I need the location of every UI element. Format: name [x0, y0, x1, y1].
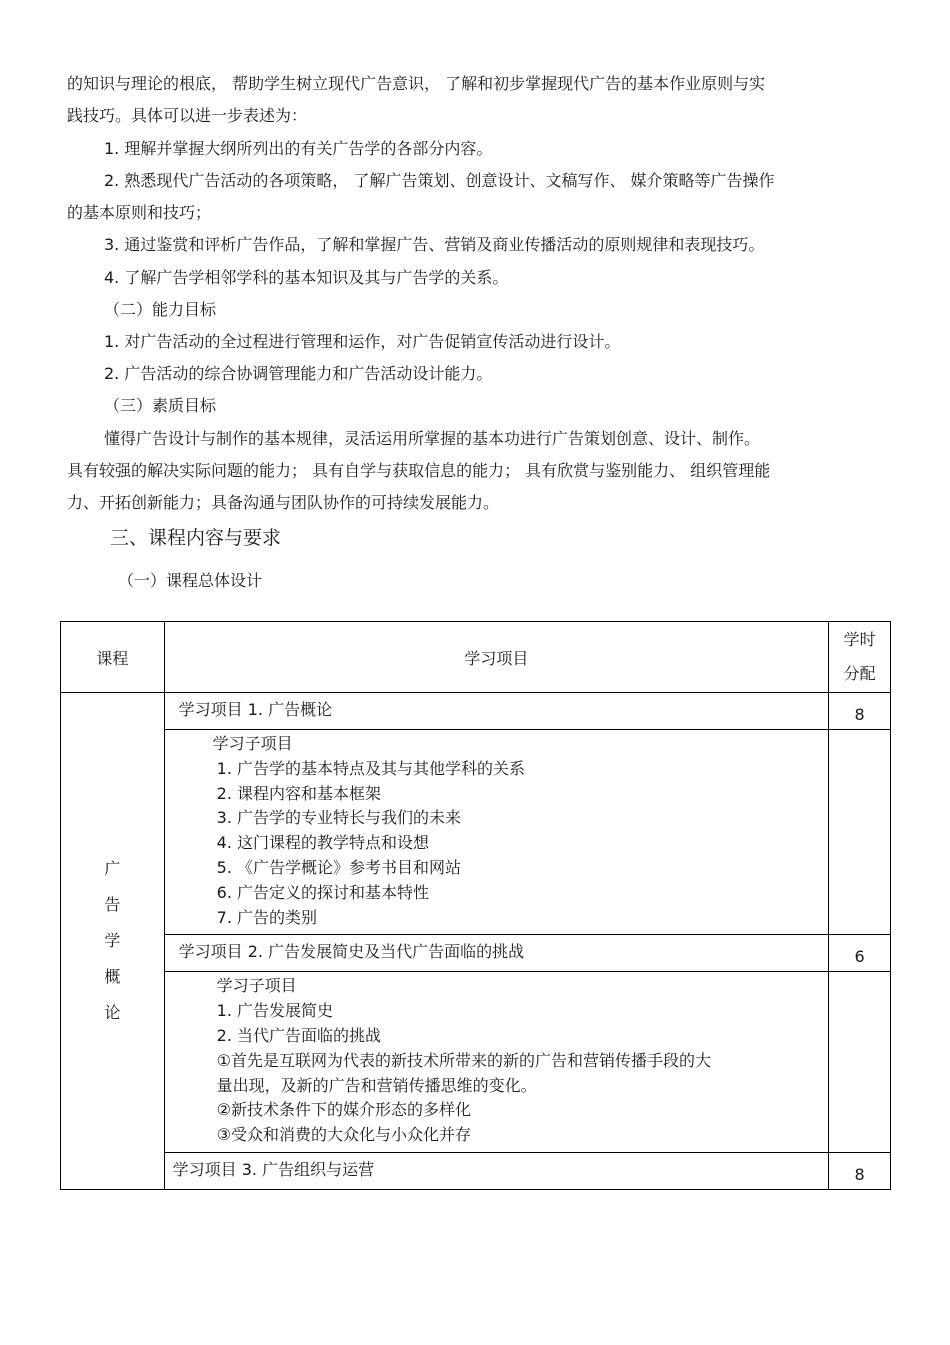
item-hours-3: 8: [829, 1152, 891, 1189]
course-name-char: 学: [104, 930, 121, 950]
list-item: 学习子项目: [212, 734, 293, 753]
table-row: [61, 935, 891, 972]
intro-line-13: 具有较强的解决实际问题的能力； 具有自学与获取信息的能力； 具有欣赏与鉴别能力、 组织管理能: [67, 461, 771, 480]
header-project: 学习项目: [164, 622, 829, 693]
ability-goal-heading: （二）能力目标: [104, 300, 217, 319]
table-row: [61, 730, 891, 935]
intro-line-2: 践技巧。具体可以进一步表述为：: [67, 106, 308, 125]
item-hours-1: 8: [829, 693, 891, 730]
section-heading: 三、课程内容与要求: [110, 527, 282, 549]
table-row: [61, 693, 891, 730]
item-title-3: 学习项目 3. 广告组织与运营: [164, 1152, 829, 1189]
intro-line-10: 2. 广告活动的综合协调管理能力和广告活动设计能力。: [104, 364, 493, 383]
list-item: 2. 当代广告面临的挑战: [216, 1025, 381, 1045]
list-item: 2. 课程内容和基本框架: [216, 783, 381, 803]
intro-line-6: 3. 通过鉴赏和评析广告作品，了解和掌握广告、营销及商业传播活动的原则规律和表现技巧。: [104, 235, 765, 254]
list-item: 量出现，及新的广告和营销传播思维的变化。: [216, 1075, 537, 1095]
intro-line-4: 2. 熟悉现代广告活动的各项策略， 了解广告策划、创意设计、文稿写作、 媒介策略等广告操作: [104, 171, 775, 190]
course-design-table: [60, 621, 891, 1190]
list-item: ①首先是互联网为代表的新技术所带来的新的广告和营销传播手段的大: [216, 1050, 711, 1070]
course-name-char: 论: [104, 1002, 121, 1022]
list-item: 3. 广告学的专业特长与我们的未来: [216, 808, 461, 828]
course-name-char: 概: [104, 966, 121, 986]
intro-line-14: 力、开拓创新能力；具备沟通与团队协作的可持续发展能力。: [67, 493, 500, 512]
intro-line-3: 1. 理解并掌握大纲所列出的有关广告学的各部分内容。: [104, 139, 493, 158]
list-item: 5. 《广告学概论》参考书目和网站: [216, 857, 461, 877]
sub-items-1: [164, 730, 829, 935]
course-name-cell: [61, 693, 165, 1190]
list-item: 学习子项目: [216, 976, 297, 996]
intro-line-12: 懂得广告设计与制作的基本规律，灵活运用所掌握的基本功进行广告策划创意、设计、制作。: [104, 429, 761, 448]
header-hours-line1: 学时: [843, 630, 876, 649]
course-name-char: 广: [104, 858, 121, 878]
intro-line-5: 的基本原则和技巧；: [67, 203, 212, 222]
course-name-char: 告: [104, 894, 121, 914]
list-item: 1. 广告学的基本特点及其与其他学科的关系: [216, 758, 525, 778]
intro-line-1: 的知识与理论的根底， 帮助学生树立现代广告意识， 了解和初步掌握现代广告的基本作业原则与实: [67, 74, 766, 93]
quality-goal-heading: （三）素质目标: [104, 396, 217, 415]
empty-hours-cell: [829, 972, 891, 1153]
intro-line-7: 4. 了解广告学相邻学科的基本知识及其与广告学的关系。: [104, 268, 509, 287]
list-item: 1. 广告发展简史: [216, 1001, 333, 1021]
table-row: [61, 972, 891, 1153]
header-hours: [829, 622, 891, 693]
list-item: 6. 广告定义的探讨和基本特性: [216, 882, 429, 902]
item-hours-2: 6: [829, 935, 891, 972]
list-item: ②新技术条件下的媒介形态的多样化: [216, 1100, 471, 1120]
item-title-2: 学习项目 2. 广告发展简史及当代广告面临的挑战: [164, 935, 829, 972]
table-header-row: [61, 622, 891, 693]
list-item: ③受众和消费的大众化与小众化并存: [216, 1125, 471, 1145]
list-item: 7. 广告的类别: [216, 907, 317, 927]
intro-line-9: 1. 对广告活动的全过程进行管理和运作，对广告促销宣传活动进行设计。: [104, 332, 621, 351]
section-subheading: （一）课程总体设计: [118, 571, 263, 590]
table-row: [61, 1152, 891, 1189]
sub-items-2: [164, 972, 829, 1153]
item-title-1: 学习项目 1. 广告概论: [164, 693, 829, 730]
empty-hours-cell: [829, 730, 891, 935]
header-course: 课程: [61, 622, 165, 693]
header-hours-line2: 分配: [843, 664, 876, 683]
list-item: 4. 这门课程的教学特点和设想: [216, 833, 429, 853]
